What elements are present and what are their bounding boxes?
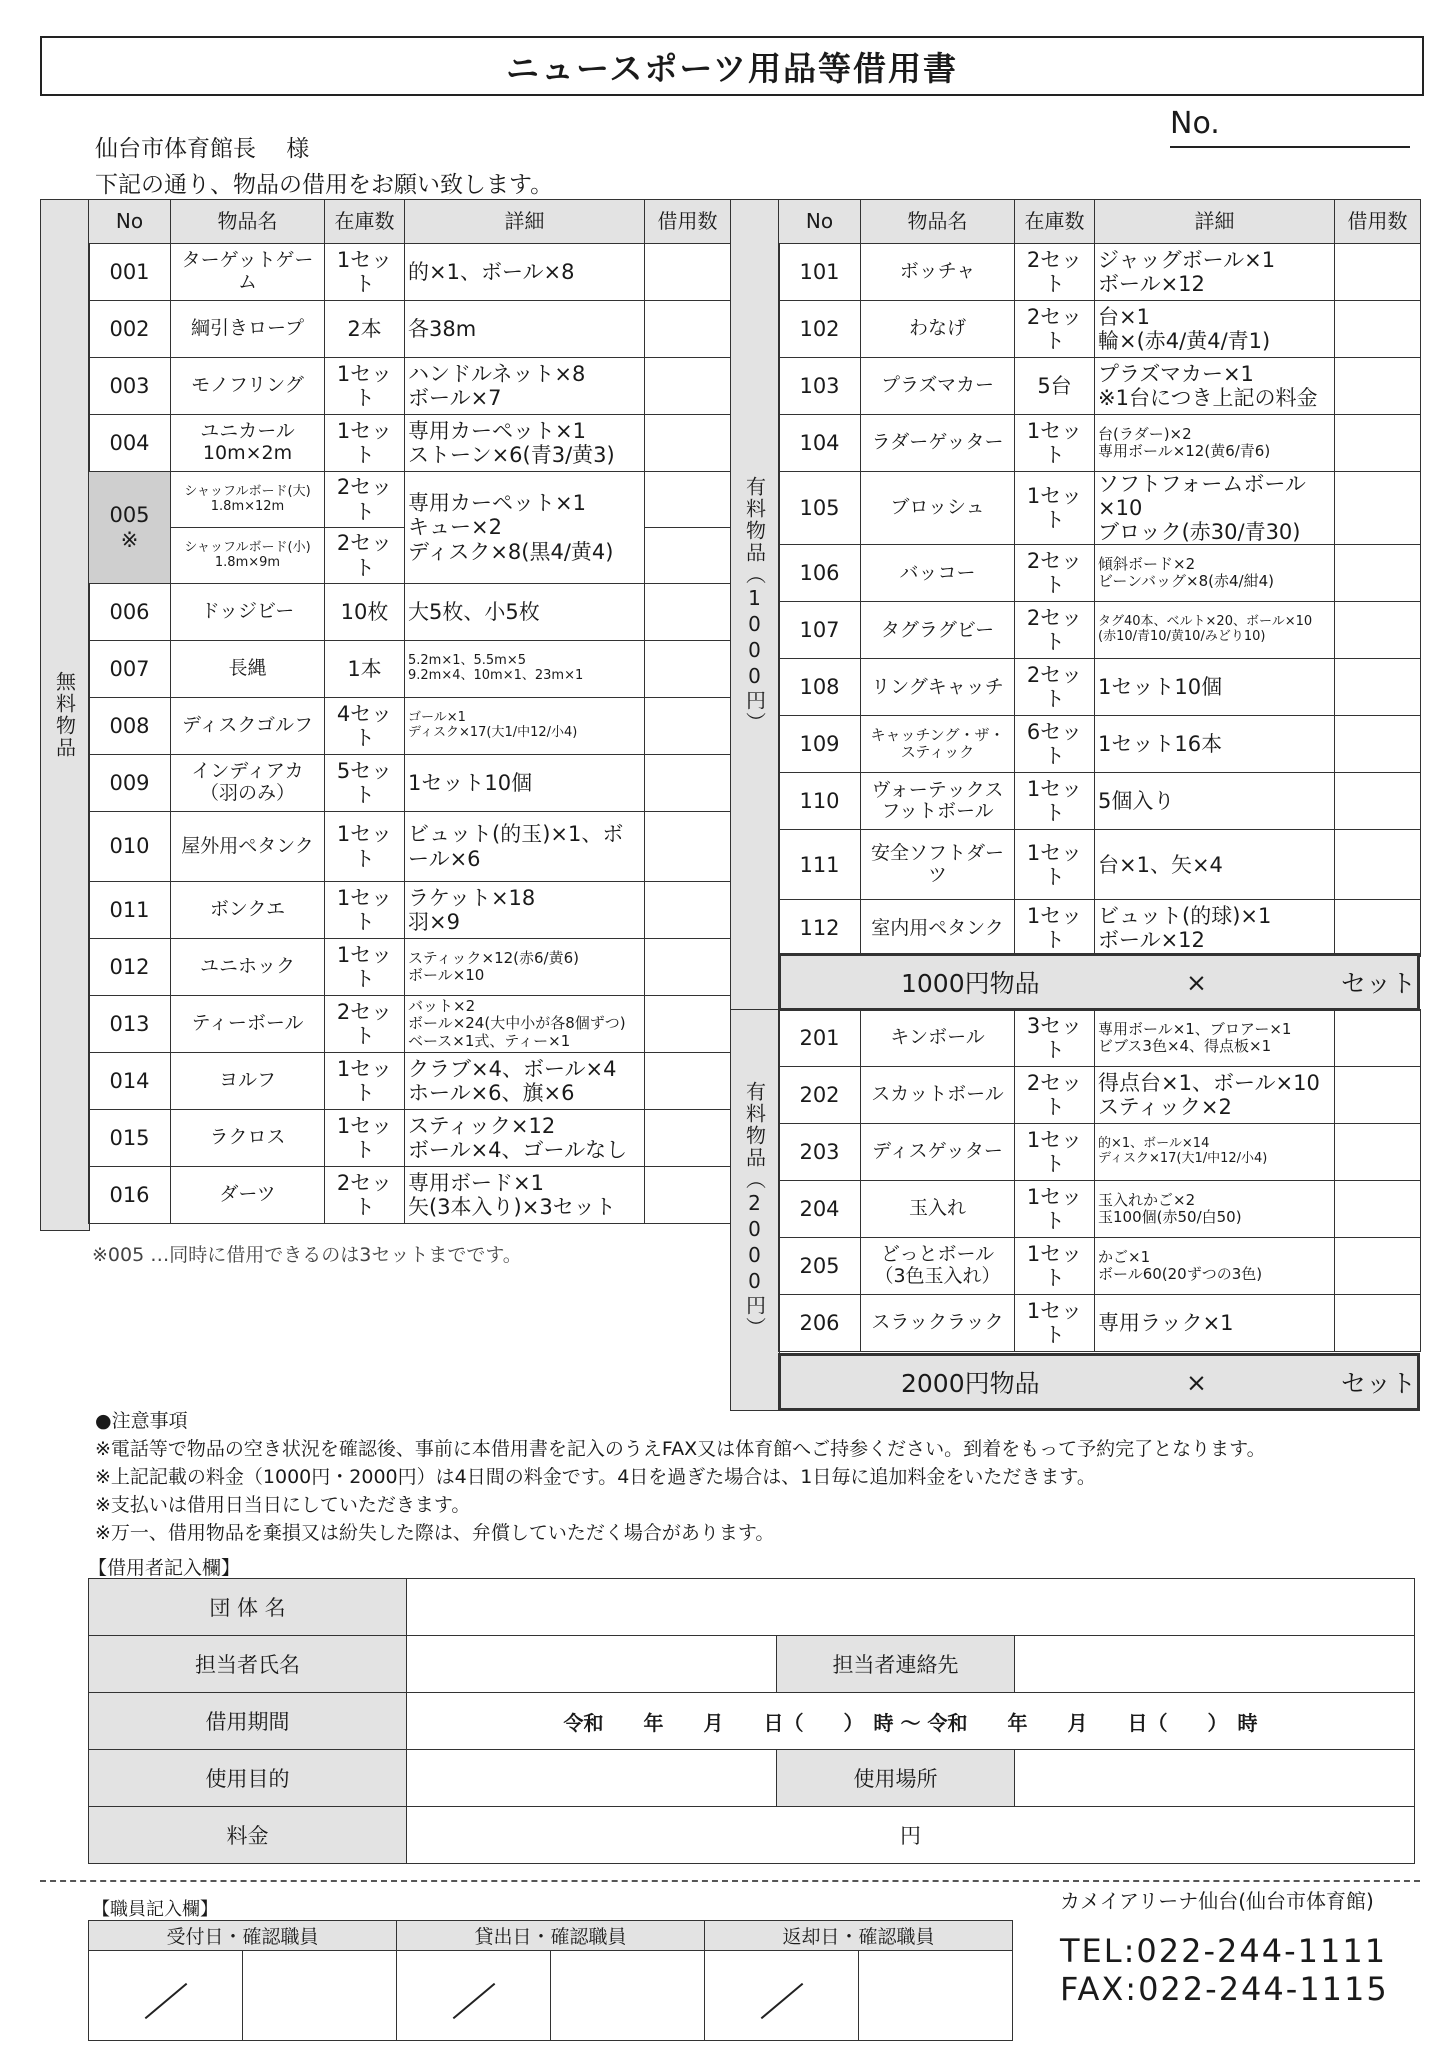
table-row <box>779 415 1421 472</box>
item-name: ボンクエ <box>171 882 325 939</box>
contact-numbers <box>1060 1932 1389 2008</box>
item-detail: ハンドルネット×8 ボール×7 <box>405 358 645 415</box>
item-borrow-field[interactable] <box>1335 830 1421 900</box>
item-borrow-field[interactable] <box>645 1053 731 1110</box>
header-detail: 詳細 <box>405 200 645 244</box>
item-name: どっとボール （3色玉入れ） <box>861 1238 1015 1295</box>
item-name: ユニホック <box>171 939 325 996</box>
item-borrow-field[interactable] <box>645 584 731 641</box>
item-no: 004 <box>89 415 171 472</box>
item-stock: 10枚 <box>325 584 405 641</box>
table-header-row <box>89 200 731 244</box>
item-stock: 2セット <box>325 472 405 528</box>
item-stock: 2セット <box>325 1167 405 1224</box>
table-row <box>779 1181 1421 1238</box>
borrower-section-label: 【借用者記入欄】 <box>88 1557 241 1579</box>
item-no: 011 <box>89 882 171 939</box>
item-name: ドッジビー <box>171 584 325 641</box>
item-no: 104 <box>779 415 861 472</box>
item-detail: クラブ×4、ボール×4 ホール×6、旗×6 <box>405 1053 645 1110</box>
total-2000-times: × <box>1186 1367 1207 1397</box>
received-date-field[interactable] <box>89 1951 243 2041</box>
item-detail: タグ40本、ベルト×20、ボール×10 (赤10/青10/黄10/みどり10) <box>1095 602 1335 659</box>
item-stock: 1セット <box>1015 415 1095 472</box>
free-items-table <box>88 199 731 1224</box>
item-name: ターゲットゲーム <box>171 244 325 301</box>
staff-col-received: 受付日・確認職員 <box>89 1921 397 1951</box>
item-name: ディスクゴルフ <box>171 698 325 755</box>
item-no: 010 <box>89 812 171 882</box>
item-no: 105 <box>779 472 861 545</box>
table-row <box>779 358 1421 415</box>
returned-staff-field[interactable] <box>859 1951 1013 2041</box>
item-stock: 1セット <box>325 1110 405 1167</box>
item-borrow-field[interactable] <box>645 641 731 698</box>
item-borrow-field[interactable] <box>1335 301 1421 358</box>
item-detail: 5.2m×1、5.5m×5 9.2m×4、10m×1、23m×1 <box>405 641 645 698</box>
item-name: タグラグビー <box>861 602 1015 659</box>
header-borrow: 借用数 <box>645 200 731 244</box>
item-name: ティーボール <box>171 996 325 1053</box>
table-row <box>89 698 731 755</box>
table-row <box>89 415 731 472</box>
item-borrow-field[interactable] <box>645 939 731 996</box>
item-borrow-field[interactable] <box>1335 244 1421 301</box>
item-detail: プラズマカー×1 ※1台につき上記の料金 <box>1095 358 1335 415</box>
total-2000-label: 2000円物品 <box>901 1369 1040 1398</box>
table-row <box>89 358 731 415</box>
table-row <box>779 1238 1421 1295</box>
notes-section <box>95 1407 1266 1547</box>
table-row <box>779 773 1421 830</box>
item-name: 安全ソフトダーツ <box>861 830 1015 900</box>
item-name: キンボール <box>861 1010 1015 1067</box>
total-2000-row <box>778 1353 1420 1411</box>
item-borrow-field[interactable] <box>645 472 731 528</box>
header-name: 物品名 <box>861 200 1015 244</box>
item-stock: 2セット <box>1015 602 1095 659</box>
item-no: 107 <box>779 602 861 659</box>
item-stock: 1本 <box>325 641 405 698</box>
item-name: インディアカ （羽のみ） <box>171 755 325 812</box>
item-no: 201 <box>779 1010 861 1067</box>
item-stock: 2セット <box>325 996 405 1053</box>
item-name: リングキャッチ <box>861 659 1015 716</box>
item-detail: 得点台×1、ボール×10 スティック×2 <box>1095 1067 1335 1124</box>
header-no: No <box>779 200 861 244</box>
addressee: 仙台市体育館長 様 <box>95 136 310 162</box>
table-row <box>779 1124 1421 1181</box>
item-name: シャッフルボード(大) 1.8m×12m <box>171 472 325 528</box>
table-row <box>89 1110 731 1167</box>
staff-table <box>88 1920 1013 2041</box>
table-row <box>779 900 1421 957</box>
side-label-free-text: 無料物品 <box>52 671 77 759</box>
item-borrow-field[interactable] <box>1335 1010 1421 1067</box>
note-item: ※上記記載の料金（1000円・2000円）は4日間の料金です。4日を過ぎた場合は、1日毎に追加料金をいただきます。 <box>95 1466 1096 1488</box>
item-detail: 5個入り <box>1095 773 1335 830</box>
person-contact-field[interactable] <box>1015 1636 1415 1693</box>
table-row <box>779 1010 1421 1067</box>
item-detail: 台(ラダー)×2 専用ボール×12(黄6/青6) <box>1095 415 1335 472</box>
item-detail: 1セット16本 <box>1095 716 1335 773</box>
item-detail: 専用ボール×1、ブロアー×1 ビブス3色×4、得点板×1 <box>1095 1010 1335 1067</box>
item-no: 006 <box>89 584 171 641</box>
item-stock: 2セット <box>1015 659 1095 716</box>
item-detail: 専用カーペット×1 キュー×2 ディスク×8(黒4/黄4) <box>405 472 645 584</box>
form-number-field[interactable]: No. <box>1170 106 1410 148</box>
venue-name: カメイアリーナ仙台(仙台市体育館) <box>1060 1889 1374 1913</box>
item-no: 015 <box>89 1110 171 1167</box>
item-no: 106 <box>779 545 861 602</box>
item-name: スラックラック <box>861 1295 1015 1352</box>
note-item: ※支払いは借用日当日にしていただきます。 <box>95 1494 471 1516</box>
total-1000-input[interactable] <box>1221 962 1361 1002</box>
table-row <box>779 659 1421 716</box>
item-no: 002 <box>89 301 171 358</box>
item-no: 005 ※ <box>89 472 171 584</box>
header-no: No <box>89 200 171 244</box>
table-row <box>89 939 731 996</box>
item-name: 綱引きロープ <box>171 301 325 358</box>
item-name: ブロッシュ <box>861 472 1015 545</box>
item-name: ラダーゲッター <box>861 415 1015 472</box>
item-stock: 5台 <box>1015 358 1095 415</box>
group-name-label: 団 体 名 <box>89 1579 407 1636</box>
item-name: シャッフルボード(小) 1.8m×9m <box>171 528 325 584</box>
item-name: プラズマカー <box>861 358 1015 415</box>
item-detail: 玉入れかご×2 玉100個(赤50/白50) <box>1095 1181 1335 1238</box>
item-detail: バット×2 ボール×24(大中小が各8個ずつ) ベース×1式、ティー×1 <box>405 996 645 1053</box>
item-no: 205 <box>779 1238 861 1295</box>
item-no: 008 <box>89 698 171 755</box>
item-no: 007 <box>89 641 171 698</box>
table-row <box>89 301 731 358</box>
total-1000-row <box>778 953 1420 1011</box>
cut-line <box>40 1880 1420 1882</box>
item-stock: 4セット <box>325 698 405 755</box>
item-detail: 専用ラック×1 <box>1095 1295 1335 1352</box>
period-label: 借用期間 <box>89 1693 407 1750</box>
item-stock: 2セット <box>1015 301 1095 358</box>
item-detail: 1セット10個 <box>405 755 645 812</box>
item-borrow-field[interactable] <box>1335 900 1421 957</box>
item-borrow-field[interactable] <box>1335 716 1421 773</box>
item-borrow-field[interactable] <box>645 1110 731 1167</box>
item-stock: 2セット <box>1015 545 1095 602</box>
item-name: ディスゲッター <box>861 1124 1015 1181</box>
item-borrow-field[interactable] <box>645 358 731 415</box>
purpose-field[interactable] <box>407 1750 777 1807</box>
item-detail: 台×1、矢×4 <box>1095 830 1335 900</box>
item-detail: 的×1、ボール×14 ディスク×17(大1/中12/小4) <box>1095 1124 1335 1181</box>
item-borrow-field[interactable] <box>1335 472 1421 545</box>
total-2000-unit: セット <box>1341 1369 1417 1398</box>
side-label-paid1000-text: 有料物品（1000円） <box>742 476 767 734</box>
lent-date-field[interactable] <box>397 1951 551 2041</box>
item-no: 014 <box>89 1053 171 1110</box>
total-1000-times: × <box>1186 967 1207 997</box>
tel-number: TEL:022-244-1111 <box>1060 1932 1388 1970</box>
item-name: わなげ <box>861 301 1015 358</box>
item-stock: 1セット <box>1015 1124 1095 1181</box>
table-header-row <box>779 200 1421 244</box>
header-stock: 在庫数 <box>1015 200 1095 244</box>
item-no: 110 <box>779 773 861 830</box>
item-stock: 1セット <box>1015 472 1095 545</box>
item-detail: 的×1、ボール×8 <box>405 244 645 301</box>
received-staff-field[interactable] <box>243 1951 397 2041</box>
item-borrow-field[interactable] <box>645 301 731 358</box>
item-detail: ビュット(的球)×1 ボール×12 <box>1095 900 1335 957</box>
item-borrow-field[interactable] <box>645 996 731 1053</box>
item-borrow-field[interactable] <box>1335 602 1421 659</box>
item-stock: 1セット <box>1015 1238 1095 1295</box>
item-borrow-field[interactable] <box>1335 1124 1421 1181</box>
item-stock: 1セット <box>325 812 405 882</box>
item-detail: 1セット10個 <box>1095 659 1335 716</box>
item-name: 玉入れ <box>861 1181 1015 1238</box>
table-row <box>779 301 1421 358</box>
item-stock: 1セット <box>325 882 405 939</box>
intro-text: 下記の通り、物品の借用をお願い致します。 <box>95 172 554 198</box>
staff-col-returned: 返却日・確認職員 <box>705 1921 1013 1951</box>
item-detail: 台×1 輪×(赤4/黄4/青1) <box>1095 301 1335 358</box>
item-detail: ビュット(的玉)×1、ボール×6 <box>405 812 645 882</box>
table-row <box>779 830 1421 900</box>
item-borrow-field[interactable] <box>1335 415 1421 472</box>
item-no: 001 <box>89 244 171 301</box>
table-row <box>779 244 1421 301</box>
item-borrow-field[interactable] <box>645 528 731 584</box>
item-name: ヴォーテックス フットボール <box>861 773 1015 830</box>
item-no: 206 <box>779 1295 861 1352</box>
notes-heading: ●注意事項 <box>95 1410 188 1432</box>
total-1000-unit: セット <box>1341 969 1417 998</box>
item-stock: 1セット <box>325 415 405 472</box>
table-row <box>89 641 731 698</box>
lent-staff-field[interactable] <box>551 1951 705 2041</box>
note-item: ※万一、借用物品を棄損又は紛失した際は、弁償していただく場合があります。 <box>95 1522 775 1544</box>
item-stock: 2セット <box>1015 244 1095 301</box>
item-borrow-field[interactable] <box>645 698 731 755</box>
staff-col-lent: 貸出日・確認職員 <box>397 1921 705 1951</box>
total-2000-input[interactable] <box>1221 1362 1361 1402</box>
item-borrow-field[interactable] <box>645 415 731 472</box>
item-detail: ソフトフォームボール×10 ブロック(赤30/青30) <box>1095 472 1335 545</box>
table-row <box>89 882 731 939</box>
header-name: 物品名 <box>171 200 325 244</box>
item-name: バッコー <box>861 545 1015 602</box>
item-name: 長縄 <box>171 641 325 698</box>
item-no: 109 <box>779 716 861 773</box>
item-detail: ゴール×1 ディスク×17(大1/中12/小4) <box>405 698 645 755</box>
item-stock: 2セット <box>1015 1067 1095 1124</box>
item-borrow-field[interactable] <box>1335 1295 1421 1352</box>
footnote: ※005 …同時に借用できるのは3セットまでです。 <box>92 1244 522 1266</box>
staff-section-label: 【職員記入欄】 <box>92 1899 218 1920</box>
item-detail: ジャッグボール×1 ボール×12 <box>1095 244 1335 301</box>
item-no: 013 <box>89 996 171 1053</box>
table-row <box>779 1295 1421 1352</box>
item-name: 屋外用ペタンク <box>171 812 325 882</box>
item-no: 009 <box>89 755 171 812</box>
item-detail: ラケット×18 羽×9 <box>405 882 645 939</box>
item-borrow-field[interactable] <box>1335 659 1421 716</box>
item-name: ユニカール 10m×2m <box>171 415 325 472</box>
item-stock: 3セット <box>1015 1010 1095 1067</box>
table-row <box>89 755 731 812</box>
item-no: 012 <box>89 939 171 996</box>
purpose-label: 使用目的 <box>89 1750 407 1807</box>
item-name: ヨルフ <box>171 1053 325 1110</box>
group-name-field[interactable] <box>407 1579 1415 1636</box>
side-label-paid1000 <box>730 199 780 1011</box>
person-name-label: 担当者氏名 <box>89 1636 407 1693</box>
person-contact-label: 担当者連絡先 <box>777 1636 1015 1693</box>
total-1000-label: 1000円物品 <box>901 969 1040 998</box>
item-borrow-field[interactable] <box>1335 1181 1421 1238</box>
item-detail: 各38m <box>405 301 645 358</box>
item-detail: 傾斜ボード×2 ビーンバッグ×8(赤4/紺4) <box>1095 545 1335 602</box>
date-slash <box>452 1982 495 2018</box>
note-item: ※電話等で物品の空き状況を確認後、事前に本借用書を記入のうえFAX又は体育館へご持参ください。到着をもって予約完了となります。 <box>95 1438 1266 1460</box>
fax-number: FAX:022-244-1115 <box>1060 1970 1389 2008</box>
form-title: ニュースポーツ用品等借用書 <box>40 36 1424 96</box>
table-row <box>779 1067 1421 1124</box>
table-row <box>89 584 731 641</box>
date-slash <box>144 1982 187 2018</box>
item-stock: 6セット <box>1015 716 1095 773</box>
item-borrow-field[interactable] <box>645 882 731 939</box>
item-name: モノフリング <box>171 358 325 415</box>
item-detail: スティック×12(赤6/黄6) ボール×10 <box>405 939 645 996</box>
table-row <box>779 602 1421 659</box>
item-no: 204 <box>779 1181 861 1238</box>
table-row <box>779 545 1421 602</box>
item-no: 202 <box>779 1067 861 1124</box>
table-row <box>89 472 731 528</box>
place-label: 使用場所 <box>777 1750 1015 1807</box>
item-stock: 5セット <box>325 755 405 812</box>
table-row <box>89 996 731 1053</box>
fee-field[interactable]: 円 <box>407 1807 1415 1864</box>
item-name: キャッチング・ザ・ スティック <box>861 716 1015 773</box>
item-no: 102 <box>779 301 861 358</box>
item-detail: かご×1 ボール60(20ずつの3色) <box>1095 1238 1335 1295</box>
item-stock: 1セット <box>1015 1181 1095 1238</box>
item-borrow-field[interactable] <box>1335 1238 1421 1295</box>
item-stock: 1セット <box>1015 1295 1095 1352</box>
side-label-paid2000 <box>730 1009 780 1411</box>
item-detail: 専用ボード×1 矢(3本入り)×3セット <box>405 1167 645 1224</box>
item-stock: 2セット <box>325 528 405 584</box>
item-stock: 1セット <box>325 939 405 996</box>
item-borrow-field[interactable] <box>1335 358 1421 415</box>
item-borrow-field[interactable] <box>1335 1067 1421 1124</box>
fee-label: 料金 <box>89 1807 407 1864</box>
table-row <box>89 1167 731 1224</box>
table-row <box>779 716 1421 773</box>
item-no: 112 <box>779 900 861 957</box>
table-row <box>779 472 1421 545</box>
item-stock: 1セット <box>325 358 405 415</box>
item-detail: 大5枚、小5枚 <box>405 584 645 641</box>
item-detail: スティック×12 ボール×4、ゴールなし <box>405 1110 645 1167</box>
item-borrow-field[interactable] <box>1335 545 1421 602</box>
item-borrow-field[interactable] <box>645 1167 731 1224</box>
item-borrow-field[interactable] <box>645 755 731 812</box>
item-no: 111 <box>779 830 861 900</box>
side-label-paid2000-text: 有料物品（2000円） <box>742 1081 767 1339</box>
item-no: 203 <box>779 1124 861 1181</box>
item-no: 003 <box>89 358 171 415</box>
item-no: 103 <box>779 358 861 415</box>
item-no: 016 <box>89 1167 171 1224</box>
item-name: スカットボール <box>861 1067 1015 1124</box>
date-slash <box>760 1982 803 2018</box>
person-name-field[interactable] <box>407 1636 777 1693</box>
header-stock: 在庫数 <box>325 200 405 244</box>
item-stock: 1セット <box>1015 830 1095 900</box>
item-name: ラクロス <box>171 1110 325 1167</box>
item-detail: 専用カーペット×1 ストーン×6(青3/黄3) <box>405 415 645 472</box>
table-row <box>89 244 731 301</box>
item-stock: 1セット <box>1015 773 1095 830</box>
item-stock: 1セット <box>325 1053 405 1110</box>
borrower-form <box>88 1578 1415 1864</box>
period-field[interactable]: 令和 年 月 日（ ） 時 〜 令和 年 月 日（ ） 時 <box>407 1693 1415 1750</box>
item-borrow-field[interactable] <box>645 244 731 301</box>
table-row <box>89 1053 731 1110</box>
item-stock: 1セット <box>1015 900 1095 957</box>
header-borrow: 借用数 <box>1335 200 1421 244</box>
table-row <box>89 812 731 882</box>
item-name: ダーツ <box>171 1167 325 1224</box>
side-label-free <box>40 199 90 1231</box>
paid2000-items-table <box>778 1009 1421 1352</box>
item-name: 室内用ペタンク <box>861 900 1015 957</box>
item-borrow-field[interactable] <box>645 812 731 882</box>
item-no: 108 <box>779 659 861 716</box>
item-stock: 1セット <box>325 244 405 301</box>
paid1000-items-table <box>778 199 1421 957</box>
item-name: ボッチャ <box>861 244 1015 301</box>
item-stock: 2本 <box>325 301 405 358</box>
place-field[interactable] <box>1015 1750 1415 1807</box>
item-borrow-field[interactable] <box>1335 773 1421 830</box>
item-no: 101 <box>779 244 861 301</box>
header-detail: 詳細 <box>1095 200 1335 244</box>
returned-date-field[interactable] <box>705 1951 859 2041</box>
